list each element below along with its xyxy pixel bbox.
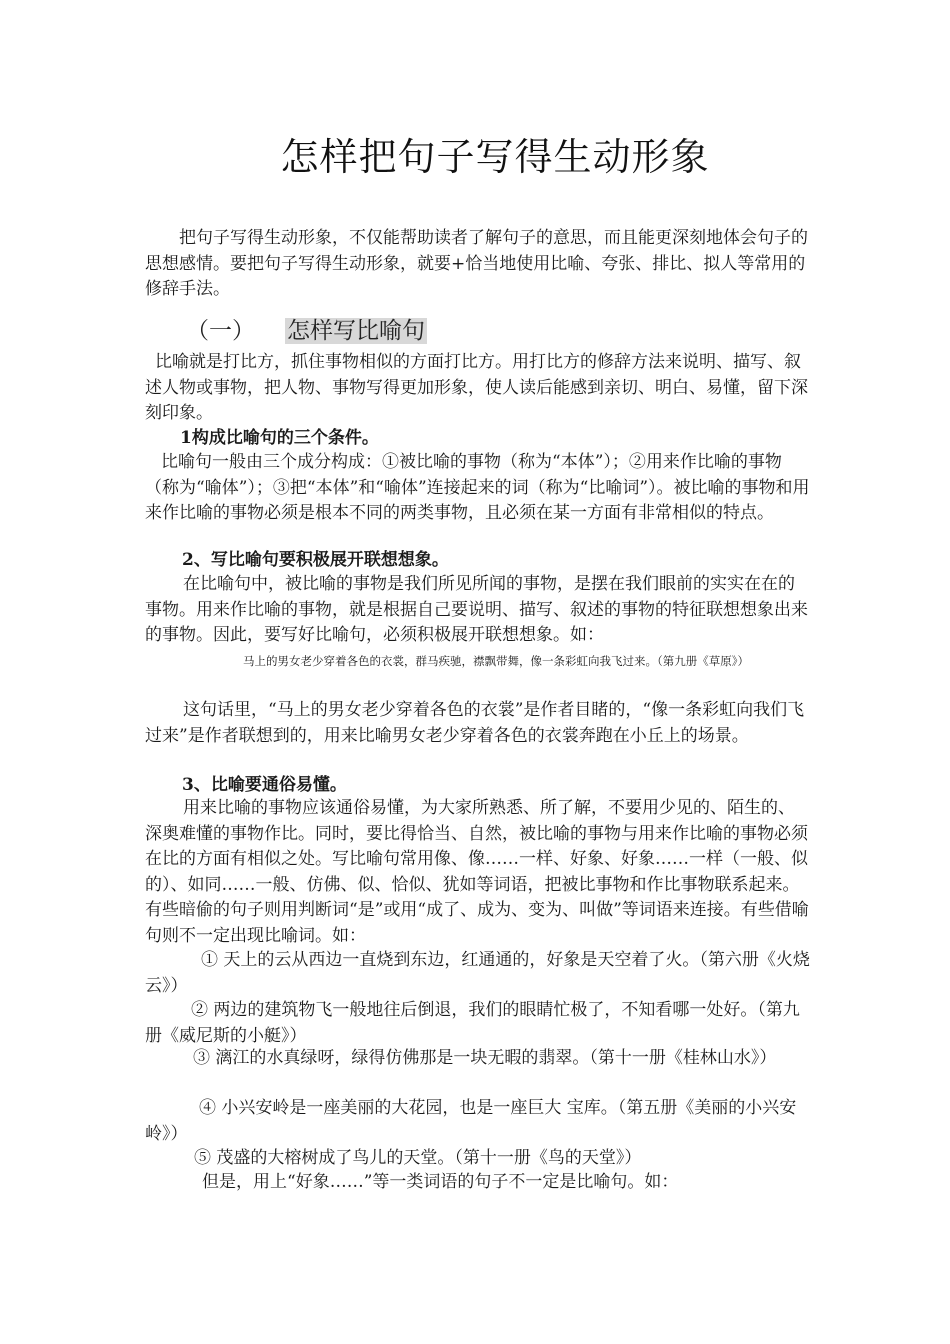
example-quote: 马上的男女老少穿着各色的衣裳，群马疾驰，襟飘带舞，像一条彩虹向我飞过来。（第九册《草原》） [243,654,749,668]
section-heading [186,312,427,345]
example-item: ④ 小兴安岭是一座美丽的大花园，也是一座巨大 宝库。（第五册《美丽的小兴安岭》） [145,1098,797,1144]
document-title: 怎样把句子写得生动形象 [280,135,710,179]
example-item: ② 两边的建筑物飞一般地往后倒退，我们的眼睛忙极了，不知看哪一处好。（第九册《威尼斯的小艇》） [145,1000,800,1046]
example-item: ⑤ 茂盛的大榕树成了鸟儿的天堂。（第十一册《鸟的天堂》） [194,1148,642,1168]
intro-paragraph: 把句子写得生动形象，不仅能帮助读者了解句子的意思，而且能更深刻地体会句子的思想感情。要把句子写得生动形象，就要+恰当地使用比喻、夸张、排比、拟人等常用的修辞手法。 [145,228,808,299]
example-item: ③ 漓江的水真绿呀，绿得仿佛那是一块无暇的翡翠。（第十一册《桂林山水》） [193,1048,777,1068]
analysis-paragraph: 这句话里，“马上的男女老少穿着各色的衣裳”是作者目睹的，“像一条彩虹向我们飞过来”是作者联想到的，用来比喻男女老少穿着各色的衣裳奔跑在小丘上的场景。 [145,700,805,746]
subheading-2: 2、写比喻句要积极展开联想想象。 [182,550,449,570]
example-item: ① 天上的云从西边一直烧到东边，红通通的，好象是天空着了火。（第六册《火烧云》） [145,950,810,996]
subheading-3: 3、比喻要通俗易懂。 [182,775,347,795]
imagination-paragraph: 在比喻句中，被比喻的事物是我们所见所闻的事物，是摆在我们眼前的实实在在的事物。用来作比喻的事物，就是根据自己要说明、描写、叙述的事物的特征联想想象出来的事物。因此，要写好比喻句，必须积极展开联想想象。如： [145,574,808,645]
subheading-1: 1构成比喻句的三个条件。 [180,428,379,448]
closing-paragraph: 但是，用上“好象……”等一类词语的句子不一定是比喻句。如： [202,1172,679,1192]
section-number: （一） [186,318,255,344]
conditions-paragraph: 比喻句一般由三个成分构成：①被比喻的事物（称为“本体”）；②用来作比喻的事物（称为“喻体”）；③把“本体”和“喻体”连接起来的词（称为“比喻词”）。被比喻的事物和用来作比喻的事物必须是根本不同的两类事物，且必须在某一方面有非常相似的特点。 [145,452,810,523]
plain-language-paragraph: 用来比喻的事物应该通俗易懂，为大家所熟悉、所了解，不要用少见的、陌生的、深奥难懂的事物作比。同时，要比得恰当、自然，被比喻的事物与用来作比喻的事物必须在比的方面有相似之处。写比喻句常用像、像……一样、好象、好象……一样（一般、似的）、如同……一般、仿佛、似、恰似、犹如等词语，把被比事物和作比事物联系起来。有些暗偷的句子则用判断词“是”或用“成了、成为、变为、叫做”等词语来连接。有些借喻句则不一定出现比喻词。如： [145,798,809,946]
section-title: 怎样写比喻句 [287,318,425,344]
definition-paragraph: 比喻就是打比方，抓住事物相似的方面打比方。用打比方的修辞方法来说明、描写、叙述人物或事物，把人物、事物写得更加形象，使人读后能感到亲切、明白、易懂，留下深刻印象。 [145,352,808,423]
